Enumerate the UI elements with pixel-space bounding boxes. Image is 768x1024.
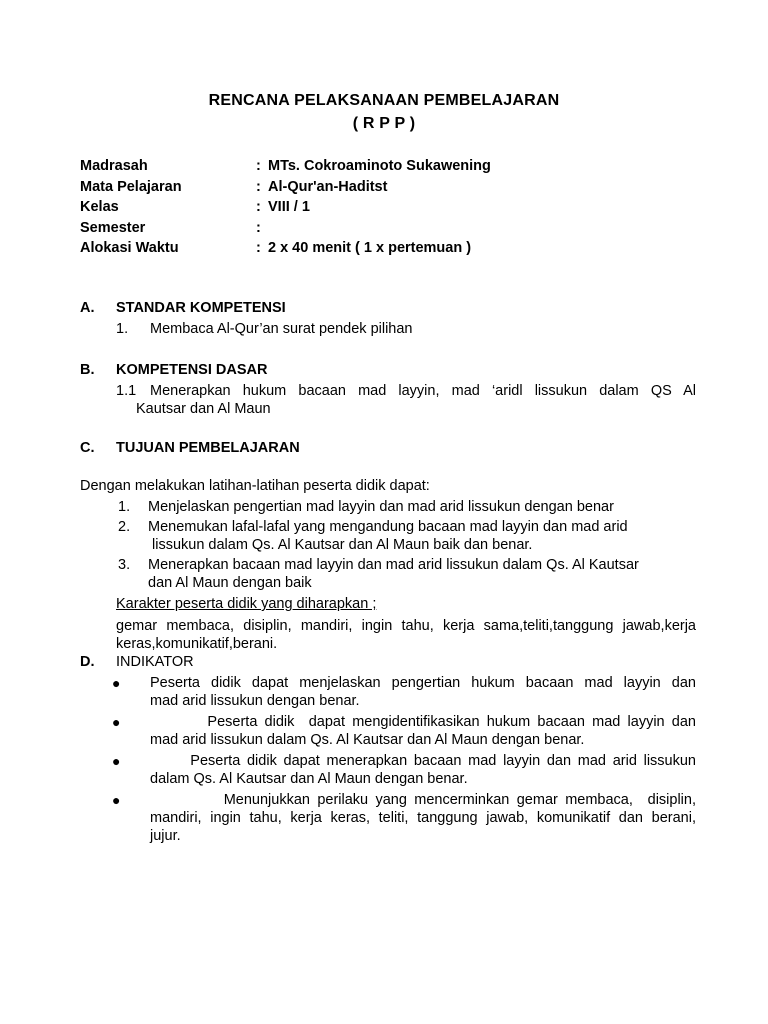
item-number: 1.	[116, 321, 129, 337]
item-text-block	[150, 713, 696, 749]
item-text-line: mad arid lissukun dalam Qs. Al Kautsar dan Al Maun dengan benar.	[150, 732, 585, 748]
item-text-line: Menerapkan hukum bacaan mad layyin, mad ‘aridl lissukun dalam QS Al	[150, 383, 696, 399]
section-heading	[80, 361, 696, 379]
item-text-line: Peserta didik dapat mengidentifikasikan hukum bacaan mad layyin dan	[150, 714, 696, 730]
list-item	[116, 320, 696, 338]
item-number: 2.	[118, 519, 131, 535]
item-text-block	[148, 556, 639, 592]
section-title: TUJUAN PEMBELAJARAN	[116, 440, 300, 456]
info-value: Al-Qur'an-Haditst	[268, 178, 388, 195]
document-subtitle: ( R P P )	[352, 115, 416, 132]
section-c	[80, 439, 696, 653]
info-label: Alokasi Waktu	[80, 240, 179, 256]
karakter-label: Karakter peserta didik yang diharapkan ;	[116, 596, 377, 612]
bullet-icon: ●	[112, 714, 121, 730]
section-letter: D.	[80, 654, 95, 670]
karakter-line: keras,komunikatif,berani.	[116, 636, 278, 652]
info-row-kelas	[80, 198, 491, 219]
section-title: INDIKATOR	[116, 654, 194, 670]
list-item	[118, 518, 696, 554]
item-text-line: dan Al Maun dengan baik	[148, 575, 312, 591]
item-number: 1.	[118, 499, 131, 515]
info-value: 2 x 40 menit ( 1 x pertemuan )	[268, 240, 472, 256]
item-text-block	[150, 791, 696, 845]
section-letter: B.	[80, 362, 95, 378]
list-item	[112, 791, 696, 845]
item-text-line: dalam Qs. Al Kautsar dan Al Maun dengan benar.	[150, 771, 468, 787]
bullet-icon: ●	[112, 792, 121, 808]
info-table	[80, 157, 491, 260]
section-heading	[80, 653, 696, 671]
info-value: VIII / 1	[268, 199, 310, 215]
bullet-icon: ●	[112, 675, 121, 691]
info-row-semester	[80, 219, 491, 240]
section-title: STANDAR KOMPETENSI	[116, 300, 286, 316]
info-colon: :	[256, 240, 261, 256]
karakter-text	[116, 617, 696, 653]
item-text-block	[150, 752, 696, 788]
item-text-line: mandiri, ingin tahu, kerja keras, teliti, tanggung jawab, komunikatif dan berani,	[150, 810, 696, 826]
info-row-alokasi-waktu	[80, 239, 491, 260]
document-title: RENCANA PELAKSANAAN PEMBELAJARAN	[208, 92, 560, 109]
item-text-line: Peserta didik dapat menerapkan bacaan mad layyin dan mad arid lissukun	[150, 753, 696, 769]
section-letter: C.	[80, 440, 95, 456]
section-heading	[80, 439, 696, 457]
list-item	[118, 498, 696, 516]
item-text-line: Kautsar dan Al Maun	[136, 401, 271, 417]
item-text: Membaca Al-Qur’an surat pendek pilihan	[150, 321, 413, 337]
item-text-block	[136, 382, 696, 418]
item-text-line: jujur.	[150, 828, 181, 844]
item-text-line: Peserta didik dapat menjelaskan pengertian hukum bacaan mad layyin dan	[150, 675, 696, 691]
info-value: MTs. Cokroaminoto Sukawening	[268, 158, 491, 174]
list-item	[112, 752, 696, 788]
info-label: Mata Pelajaran	[80, 178, 182, 195]
info-colon: :	[256, 178, 261, 195]
info-label: Kelas	[80, 199, 119, 215]
item-number: 1.1	[116, 383, 137, 399]
info-row-mata-pelajaran	[80, 178, 491, 199]
section-a	[80, 299, 696, 338]
section-title: KOMPETENSI DASAR	[116, 362, 268, 378]
info-row-madrasah	[80, 157, 491, 178]
item-text-line: lissukun dalam Qs. Al Kautsar dan Al Maun baik dan benar.	[152, 537, 533, 553]
list-item	[112, 674, 696, 710]
item-text-line: Menerapkan bacaan mad layyin dan mad arid lissukun dalam Qs. Al Kautsar	[148, 557, 639, 573]
info-colon: :	[256, 158, 261, 174]
item-text-line: Menemukan lafal-lafal yang mengandung bacaan mad layyin dan mad arid	[148, 519, 628, 535]
info-label: Madrasah	[80, 158, 148, 174]
item-text-line: mad arid lissukun dengan benar.	[150, 693, 360, 709]
list-item	[112, 713, 696, 749]
info-colon: :	[256, 199, 261, 215]
item-number: 3.	[118, 557, 131, 573]
intro-text: Dengan melakukan latihan-latihan peserta didik dapat:	[80, 478, 430, 494]
item-text-block	[148, 518, 628, 554]
list-item	[118, 556, 696, 592]
bullet-icon: ●	[112, 753, 121, 769]
item-text-line: Menunjukkan perilaku yang mencerminkan gemar membaca, disiplin,	[150, 792, 696, 808]
indikator-list	[112, 674, 696, 848]
list-item	[116, 382, 696, 418]
info-colon: :	[256, 219, 261, 236]
item-text-block	[150, 674, 696, 710]
karakter-line: gemar membaca, disiplin, mandiri, ingin tahu, kerja sama,teliti,tanggung jawab,kerja	[116, 618, 696, 634]
section-b	[80, 361, 696, 418]
section-d	[80, 653, 696, 671]
section-letter: A.	[80, 300, 95, 316]
item-text: Menjelaskan pengertian mad layyin dan mad arid lissukun dengan benar	[148, 499, 614, 515]
info-label: Semester	[80, 219, 146, 236]
section-heading	[80, 299, 696, 317]
